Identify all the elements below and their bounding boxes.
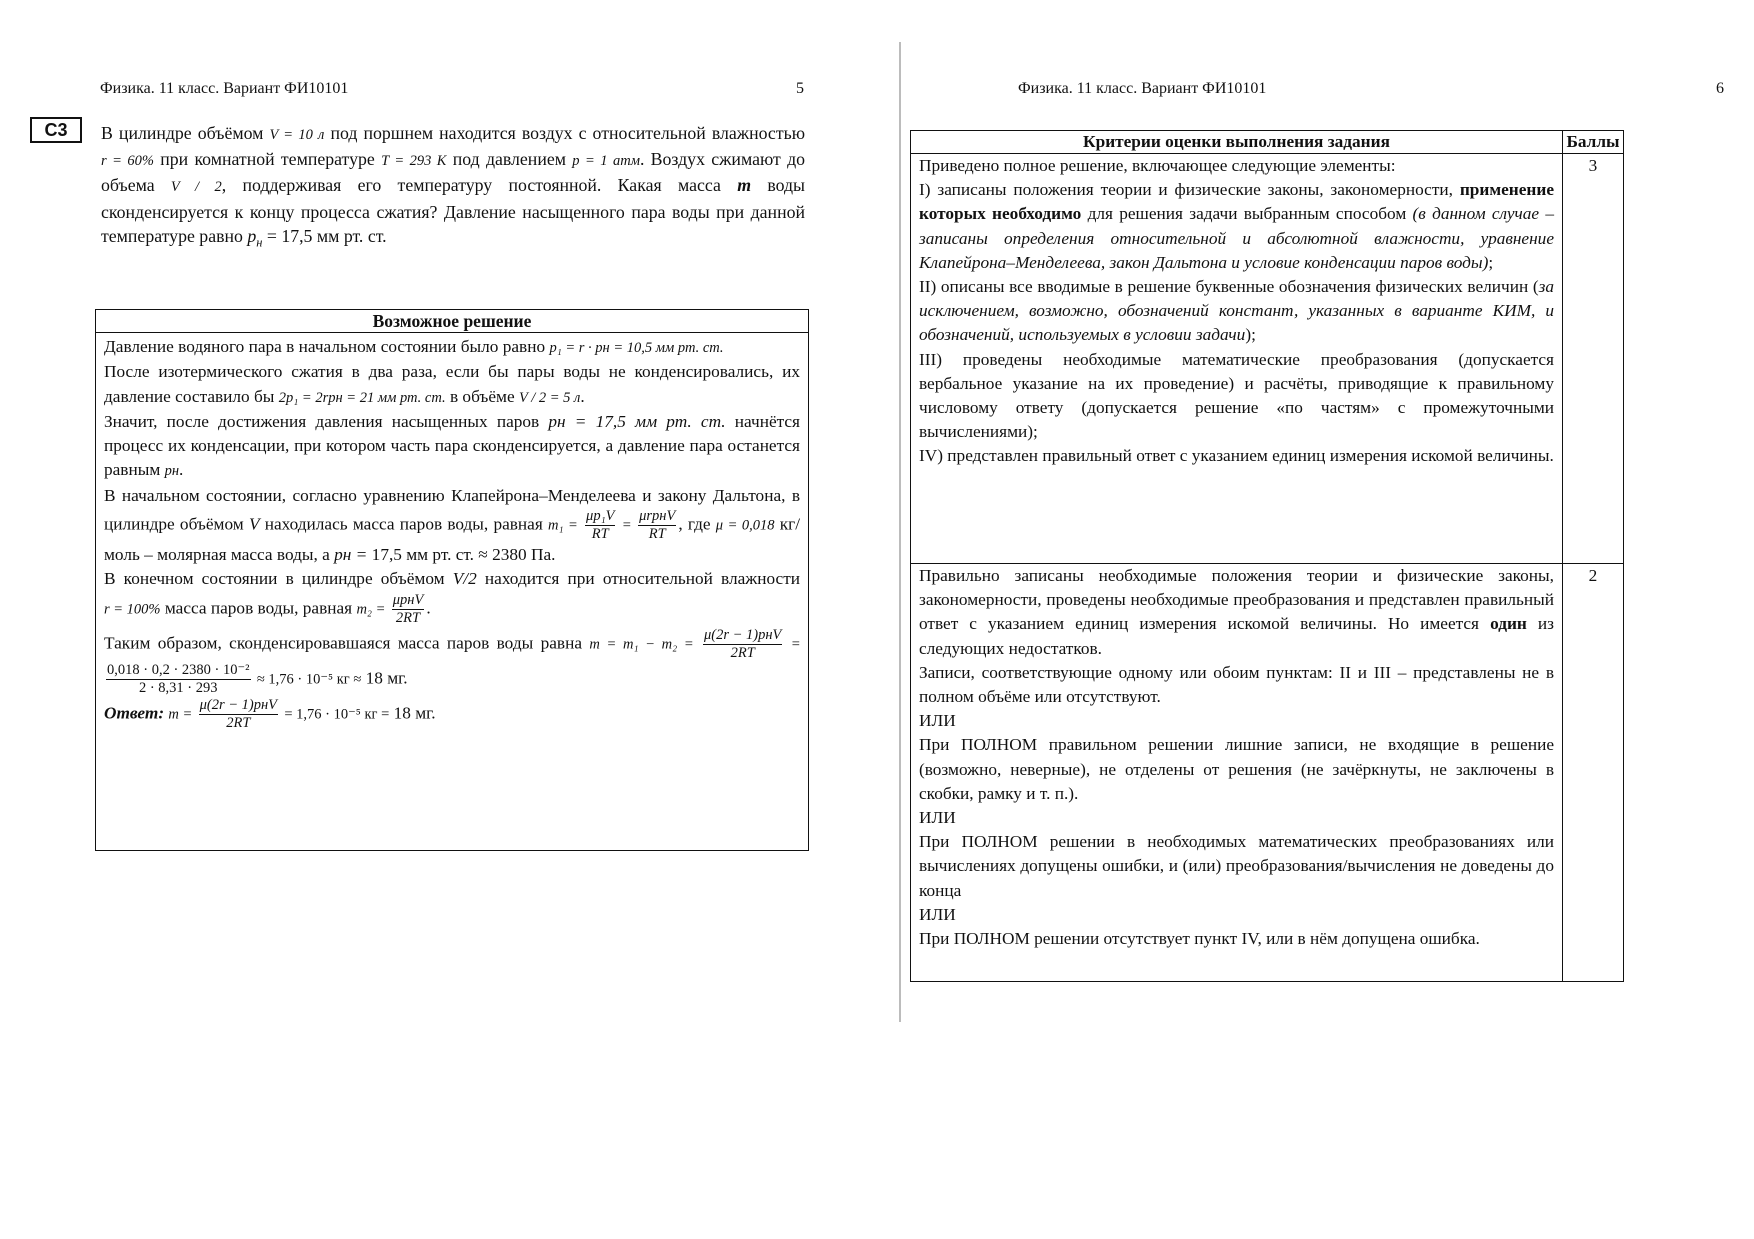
formula-temperature: T = 293 К <box>381 153 447 170</box>
solution-paragraph: Значит, после достижения давления насыщенных паров pн = 17,5 мм рт. ст. начнётся процесс их конденсации, при котором часть пара сконденсируется, а давление пара останется равным pн. <box>104 411 800 480</box>
solution-heading: Возможное решение <box>96 310 808 333</box>
right-page <box>900 0 1754 1239</box>
formula-fraction: $\frac{\text{μp₁V}}{RT}$ <box>586 508 615 543</box>
answer-label: Ответ: <box>104 703 165 723</box>
formula-half-volume: V / 2 <box>170 179 222 196</box>
right-page-number: 6 <box>1716 80 1724 97</box>
solution-paragraph: Давление водяного пара в начальном состоянии было равно p₁ = r · pн = 10,5 мм рт. ст. <box>104 337 724 356</box>
formula-fraction: $\frac{\text{μpнV}}{2RT}$ <box>392 591 424 626</box>
right-header-title: Физика. 11 класс. Вариант ФИ10101 <box>1018 80 1267 97</box>
points-cell: 2 <box>1563 564 1624 982</box>
criteria-cell: Правильно записаны необходимые положения теории и физические законы, закономерности, проведены необходимые преобразования и представлен правильный ответ с указанием единиц измерения искомой величины. Но имеется один из следующих недостатков. Записи, соответствующие одному или обоим пунктам: II и III – представлены не в полном объёме или отсутствуют. ИЛИ При ПОЛНОМ правильном решении лишние записи, не входящие в решение (возможно, неверные), не отделены от решения (не зачёркнуты, не заключены в скобки, рамку и т. п.). ИЛИ При ПОЛНОМ решении в необходимых математических преобразованиях или вычислениях допущены ошибки, и (или) преобразования/вычисления не доведены до конца ИЛИ При ПОЛНОМ решении отсутствует пункт IV, или в нём допущена ошибка. <box>911 564 1563 982</box>
left-page-number: 5 <box>796 80 804 97</box>
solution-answer: Ответ: m = $\frac{\text{μ(2r − 1)pнV}}{2RT}$ = 1,76 · 10⁻⁵ кг = 18 мг. <box>104 696 436 731</box>
solution-paragraph: В конечном состоянии в цилиндре объёмом V/2 находится при относительной влажности r = 100% масса паров воды, равная m₂ = $\frac{\text{μpнV}}{2RT}$ . <box>104 569 801 626</box>
symbol-mass: m <box>737 175 752 196</box>
task-label: C3 <box>30 117 82 143</box>
criteria-row-2-points <box>911 564 1624 982</box>
criteria-header-row <box>911 131 1624 154</box>
points-cell: 3 <box>1563 154 1624 564</box>
task-statement: В цилиндре объёмом V = 10 л под поршнем находится воздух с относительной влажностью r = 60% при комнатной температуре T = 293 К под давлением p = 1 атм. Воздух сжимают до объема V / 2, поддерживая его температуру постоянной. Какая масса m воды сконденсируется к концу процесса сжатия? Давление насыщенного пара воды при данной температуре равно $p_н = 17,5$ мм рт. ст. <box>101 123 806 250</box>
formula-fraction: $\frac{\text{0,018 · 0,2 · 2380 · 10⁻²}}{2 \cdot 8,31 \cdot 293}$ <box>107 661 250 696</box>
formula-pressure: p = 1 атм <box>572 153 640 170</box>
points-column-header: Баллы <box>1563 131 1624 154</box>
formula-fraction: $\frac{\text{μ(2r − 1)pнV}}{2RT}$ <box>704 626 782 661</box>
formula-fraction: $\frac{\text{μrpнV}}{RT}$ <box>639 508 676 543</box>
symbol-saturated-pressure: $p_н$ <box>247 225 263 250</box>
criteria-table <box>910 130 1624 982</box>
solution-paragraph: После изотермического сжатия в два раза, если бы пары воды не конденсировались, их давление составило бы 2p₁ = 2rpн = 21 мм рт. ст. в объёме V / 2 = 5 л. <box>104 362 800 406</box>
criteria-cell: Приведено полное решение, включающее следующие элементы: I) записаны положения теории и физические законы, закономерности, применение которых необходимо для решения задачи выбранным способом (в данном случае – записаны определения относительной и абсолютной влажности, уравнение Клапейрона–Менделеева, закон Дальтона и условие конденсации паров воды); II) описаны все вводимые в решение буквенные обозначения физических величин (за исключением, возможно, обозначений констант, указанных в варианте КИМ, и обозначений, используемых в условии задачи); III) проведены необходимые математические преобразования (допускается вербальное указание на их проведение) и расчёты, приводящие к правильному числовому ответу (допускается решение «по частям» с промежуточными вычислениями); IV) представлен правильный ответ с указанием единиц измерения искомой величины. <box>911 154 1563 564</box>
formula-volume: V = 10 л <box>269 127 325 143</box>
criteria-row-3-points <box>911 154 1624 564</box>
left-header-title: Физика. 11 класс. Вариант ФИ10101 <box>100 80 349 97</box>
solution-body <box>96 333 808 732</box>
solution-paragraph: В начальном состоянии, согласно уравнению Клапейрона–Менделеева и закону Дальтона, в цилиндре объёмом V находилась масса паров воды, равная m₁ = $\frac{\text{μp₁V}}{RT}$ = $\frac{\text{μrpнV}}{RT}$ , где μ = 0,018 кг/моль – молярная масса воды, а pн = 17,5 мм рт. ст. ≈ 2380 Па. <box>104 485 801 565</box>
formula-humidity: r = 60% <box>101 153 154 170</box>
criteria-column-header: Критерии оценки выполнения задания <box>911 131 1563 154</box>
solution-paragraph: Таким образом, сконденсировавшаяся масса паров воды равна m = m₁ − m₂ = $\frac{\text{μ(2r − 1)pнV}}{2RT}$ = $\frac{\text{0,018 · 0,2 · 2380 · 10⁻²}}{2 \cdot 8,31 \cdot 293}$ ≈ 1,76 · 10⁻⁵ кг ≈ 18 мг. <box>104 626 800 696</box>
solution-box <box>95 309 809 851</box>
formula-fraction: $\frac{\text{μ(2r − 1)pнV}}{2RT}$ <box>199 696 278 731</box>
